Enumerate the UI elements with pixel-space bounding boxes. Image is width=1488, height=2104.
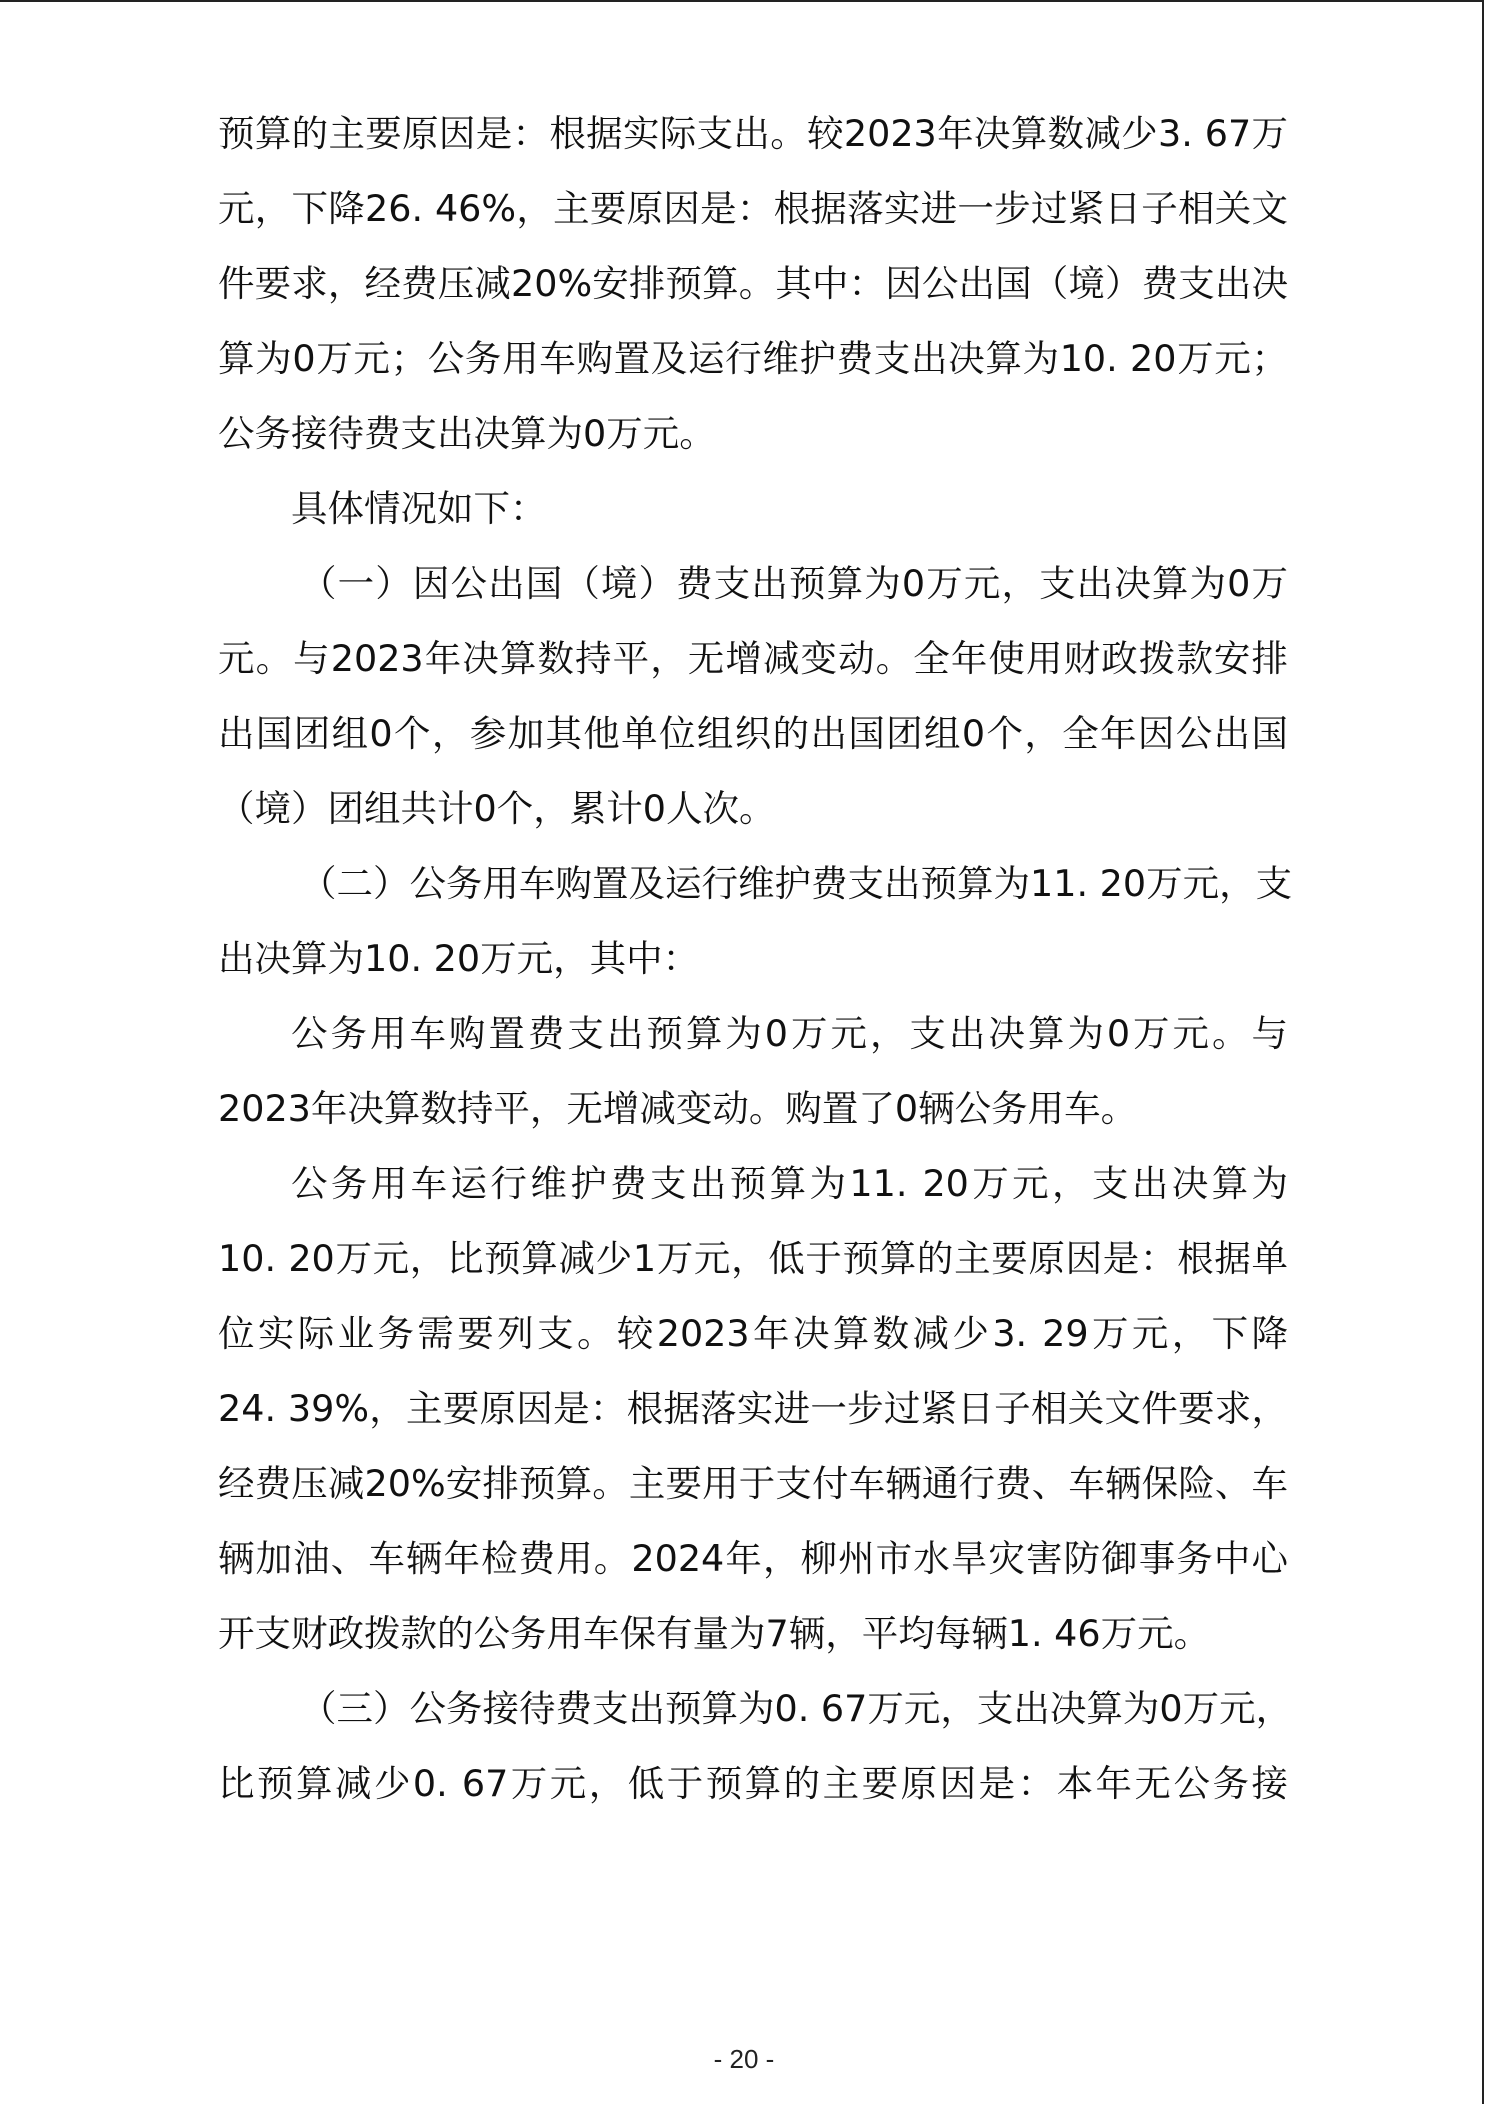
text-line-10: （境）团组共计0个，累计0人次。 xyxy=(218,787,776,830)
text-line-22: （三）公务接待费支出预算为0. 67万元，支出决算为0万元， xyxy=(300,1687,1293,1730)
text-line-19: 经费压减20%安排预算。主要用于支付车辆通行费、车辆保险、车 xyxy=(218,1462,1288,1505)
text-line-18: 24. 39%，主要原因是：根据落实进一步过紧日子相关文件要求， xyxy=(218,1387,1288,1430)
text-line-4: 算为0万元；公务用车购置及运行维护费支出决算为10. 20万元； xyxy=(218,337,1288,380)
text-line-11: （二）公务用车购置及运行维护费支出预算为11. 20万元，支 xyxy=(300,862,1293,905)
text-line-23: 比预算减少0. 67万元，低于预算的主要原因是：本年无公务接 xyxy=(218,1762,1288,1805)
text-line-17: 位实际业务需要列支。较2023年决算数减少3. 29万元，下降 xyxy=(218,1312,1288,1355)
text-line-14: 2023年决算数持平，无增减变动。购置了0辆公务用车。 xyxy=(218,1087,1138,1130)
text-line-3: 件要求，经费压减20%安排预算。其中：因公出国（境）费支出决 xyxy=(218,262,1288,305)
text-line-7: （一）因公出国（境）费支出预算为0万元，支出决算为0万 xyxy=(300,562,1288,605)
page-number: - 20 - xyxy=(713,2044,775,2074)
text-line-9: 出国团组0个，参加其他单位组织的出国团组0个，全年因公出国 xyxy=(218,712,1288,755)
text-line-6: 具体情况如下： xyxy=(291,487,547,530)
text-line-13: 公务用车购置费支出预算为0万元，支出决算为0万元。与 xyxy=(291,1012,1288,1055)
text-line-8: 元。与2023年决算数持平，无增减变动。全年使用财政拨款安排 xyxy=(218,637,1288,680)
text-line-5: 公务接待费支出决算为0万元。 xyxy=(218,412,716,455)
text-line-21: 开支财政拨款的公务用车保有量为7辆，平均每辆1. 46万元。 xyxy=(218,1612,1211,1655)
document-body xyxy=(218,96,1293,1821)
text-line-12: 出决算为10. 20万元，其中： xyxy=(218,937,700,980)
text-line-16: 10. 20万元，比预算减少1万元，低于预算的主要原因是：根据单 xyxy=(218,1237,1288,1280)
text-line-15: 公务用车运行维护费支出预算为11. 20万元，支出决算为 xyxy=(291,1162,1288,1205)
text-line-2: 元，下降26. 46%，主要原因是：根据落实进一步过紧日子相关文 xyxy=(218,187,1288,230)
text-line-20: 辆加油、车辆年检费用。2024年，柳州市水旱灾害防御事务中心 xyxy=(218,1537,1288,1580)
text-line-1: 预算的主要原因是：根据实际支出。较2023年决算数减少3. 67万 xyxy=(218,112,1288,155)
